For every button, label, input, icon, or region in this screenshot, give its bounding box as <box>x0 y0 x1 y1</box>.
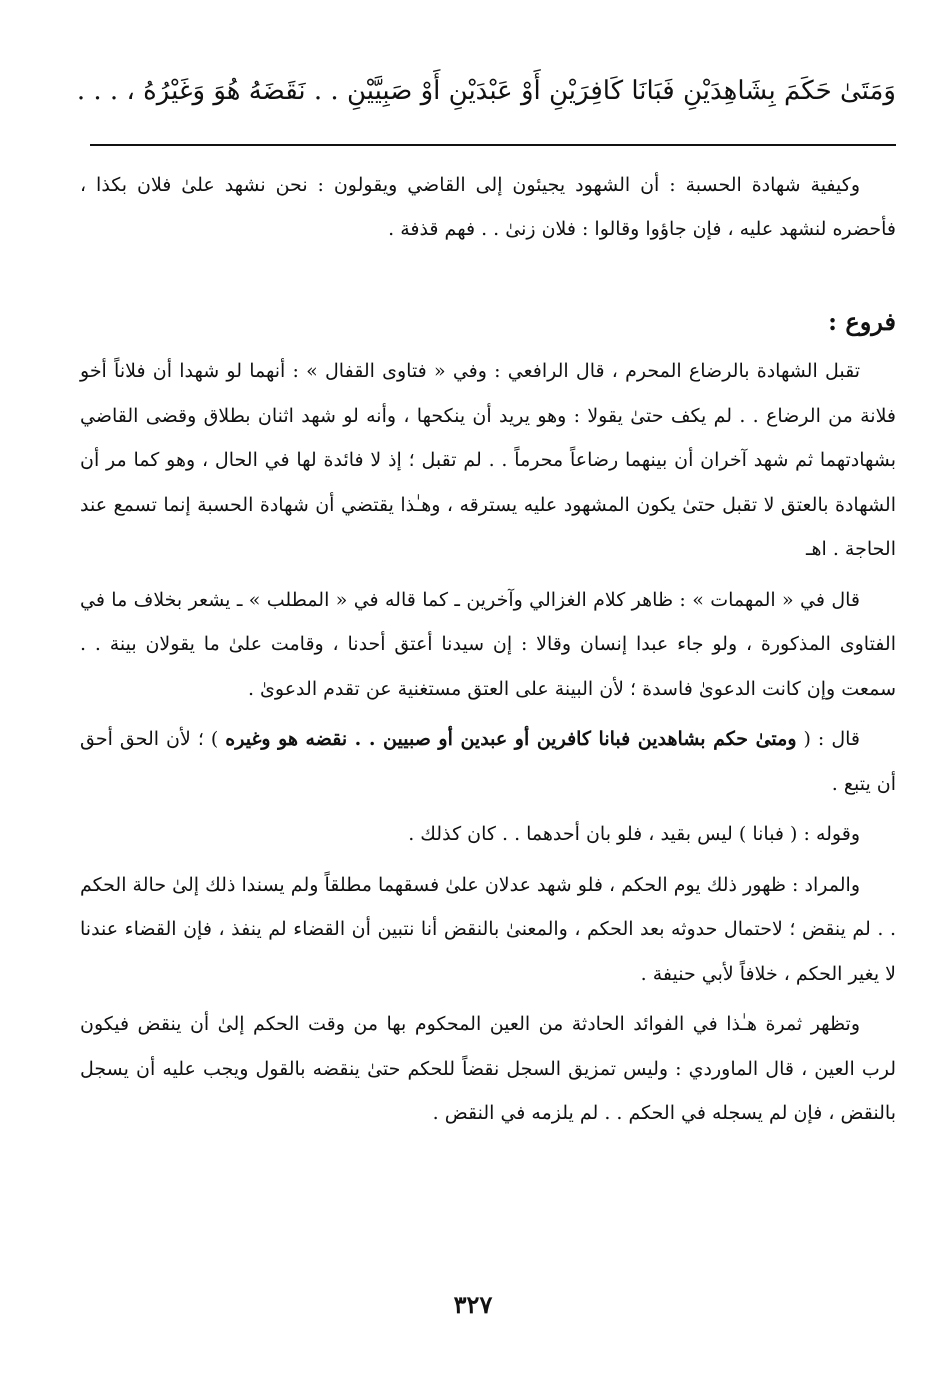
qal-prefix: قال : ( <box>796 728 861 750</box>
separator-rule <box>90 144 896 146</box>
paragraph-qawluhu: وقوله : ( فبانا ) ليس بقيد ، فلو بان أحدهما . . كان كذلك . <box>408 823 860 845</box>
intro-paragraph: وكيفية شهادة الحسبة : أن الشهود يجيئون إلى القاضي ويقولون : نحن نشهد علىٰ فلان بكذا ، فأحضره لنشهد عليه ، فإن جاؤوا وقالوا : فلان زنىٰ . . فهم قذفة . <box>80 174 896 240</box>
paragraph-thamara: وتظهر ثمرة هـٰذا في الفوائد الحادثة من العين المحكوم بها من وقت الحكم إلىٰ أن ينقض فيكون لرب العين ، قال الماوردي : وليس تمزيق السجل نقضاً للحكم حتىٰ ينقضه بالقول ويجب عليه أن يسجل بالنقض ، فإن لم يسجله في الحكم . . لم يلزمه في النقض . <box>80 1013 896 1124</box>
matn-verse-line: وَمَتَىٰ حَكَمَ بِشَاهِدَيْنِ فَبَانَا كَافِرَيْنِ أَوْ عَبْدَيْنِ أَوْ صَبِيَّيْنِ . . نَقَضَهُ هُوَ وَغَيْرُهُ ، . . . <box>76 76 896 106</box>
section-heading: فروع : <box>828 307 896 336</box>
page-number: ٣٢٧ <box>453 1290 493 1319</box>
paragraph-muhimmat: قال في « المهمات » : ظاهر كلام الغزالي وآخرين ـ كما قاله في « المطلب » ـ يشعر بخلاف ما في الفتاوى المذكورة ، ولو جاء عبدا إنسان وقالا : إن سيدنا أعتق أحدنا ، وقامت علىٰ ما يقولان بينة . . سمعت وإن كانت الدعوىٰ فاسدة ؛ لأن البينة على العتق مستغنية عن تقدم الدعوىٰ . <box>80 588 896 700</box>
book-page <box>76 0 896 1377</box>
commentary-body <box>80 349 896 1142</box>
paragraph-murad: والمراد : ظهور ذلك يوم الحكم ، فلو شهد عدلان علىٰ فسقهما مطلقاً ولم يسندا ذلك إلىٰ حالة الحكم . . لم ينقض ؛ لاحتمال حدوثه بعد الحكم ، والمعنىٰ بالنقض أنا نتبين أن القضاء لم ينفذ ، فإن القضاء عندنا لا يغير الحكم ، خلافاً لأبي حنيفة . <box>80 873 896 985</box>
paragraph-qal <box>80 717 896 806</box>
paragraph-radaa: تقبل الشهادة بالرضاع المحرم ، قال الرافعي : وفي « فتاوى القفال » : أنهما لو شهدا أن فلاناً أخو فلانة من الرضاع . . لم يكف حتىٰ يقولا : وهو يريد أن ينكحها ، وأنه لو شهد اثنان بطلاق وقضى القاضي بشهادتهما ثم شهد آخران أن بينهما رضاعاً محرماً . . لم تقبل ؛ إذ لا فائدة لها في الحال ، وهو كما مر أن الشهادة بالعتق لا تقبل حتىٰ يكون المشهود عليه يسترقه ، وهـٰذا يقتضي أن شهادة الحسبة إنما تسمع عند الحاجة . اهـ <box>80 360 896 560</box>
qal-suffix: ) ؛ لأن الحق أحق أن يتبع . <box>80 728 896 795</box>
commentary-intro <box>80 163 896 251</box>
qal-matn-quote: ومتىٰ حكم بشاهدين فبانا كافرين أو عبدين أو صبيين . . نقضه هو وغيره <box>225 728 797 750</box>
